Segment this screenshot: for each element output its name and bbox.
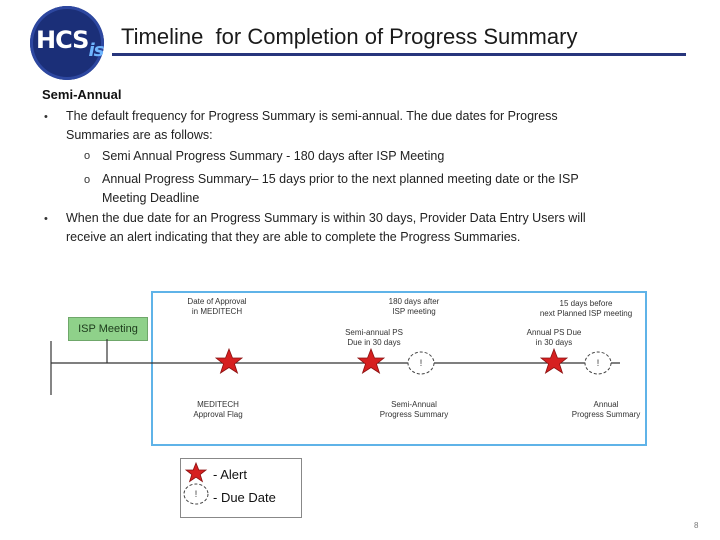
logo-lettering: $HCS_{is}$ xyxy=(36,26,104,61)
sub-bullet-1-line-1: Semi Annual Progress Summary - 180 days after ISP Meeting xyxy=(102,149,445,163)
due-label-line: Due in 30 days xyxy=(347,338,401,347)
top-label-line: 180 days after xyxy=(388,297,440,306)
bottom-label-line: Progress Summary xyxy=(379,410,449,419)
section-heading: Semi-Annual xyxy=(42,87,122,102)
bottom-label-line: Approval Flag xyxy=(193,410,243,419)
due-label-line: in 30 days xyxy=(535,338,573,347)
bullet-2-line-2: receive an alert indicating that they are able to complete the Progress Summaries. xyxy=(66,230,521,244)
bottom-label-semi-annual xyxy=(364,400,464,420)
top-label-15-days xyxy=(526,299,646,319)
legend-due-marker: ! xyxy=(194,489,198,499)
page-title: Timeline for Completion of Progress Summary xyxy=(121,24,578,49)
legend-alert-label: - Alert xyxy=(213,467,247,482)
bottom-label-annual xyxy=(556,400,656,420)
bottom-label-line: MEDITECH xyxy=(197,400,239,409)
sub-bullet-2-line-1: Annual Progress Summary– 15 days prior to the next planned meeting date or the ISP xyxy=(102,172,579,186)
alert-star-icon xyxy=(358,349,384,373)
top-label-approval xyxy=(167,297,267,317)
top-label-line: in MEDITECH xyxy=(191,307,243,316)
bottom-label-line: Annual xyxy=(593,400,619,409)
legend-due-label: - Due Date xyxy=(213,490,276,505)
alert-star-icon xyxy=(541,349,567,373)
bottom-label-line: Progress Summary xyxy=(571,410,641,419)
sub-bullet-marker: o xyxy=(84,174,91,186)
due-marker: ! xyxy=(596,358,600,368)
bottom-label-meditech xyxy=(168,400,268,420)
top-label-line: Date of Approval xyxy=(187,297,247,306)
due-label-annual xyxy=(504,328,604,348)
due-label-semi-annual xyxy=(324,328,424,348)
isp-meeting-box: ISP Meeting xyxy=(68,317,148,341)
top-label-line: ISP meeting xyxy=(392,307,436,316)
bottom-label-line: Semi-Annual xyxy=(391,400,437,409)
due-label-line: Annual PS Due xyxy=(526,328,582,337)
bullet-2-line-1: When the due date for an Progress Summary is within 30 days, Provider Data Entry Users will xyxy=(66,211,586,225)
due-label-line: Semi-annual PS xyxy=(345,328,403,337)
top-label-180-days xyxy=(364,297,464,317)
bullet-1-line-1: The default frequency for Progress Summary is semi-annual. The due dates for Progress xyxy=(66,109,558,123)
top-label-line: next Planned ISP meeting xyxy=(539,309,633,318)
due-marker: ! xyxy=(419,358,423,368)
bullet-1-line-2: Summaries are as follows: xyxy=(66,128,213,142)
bullet-marker: • xyxy=(44,213,48,225)
bullet-marker: • xyxy=(44,111,48,123)
page-number: 8 xyxy=(694,521,699,530)
sub-bullet-marker: o xyxy=(84,150,91,162)
sub-bullet-2-line-2: Meeting Deadline xyxy=(102,191,200,205)
top-label-line: 15 days before xyxy=(559,299,613,308)
alert-star-icon xyxy=(216,349,242,373)
